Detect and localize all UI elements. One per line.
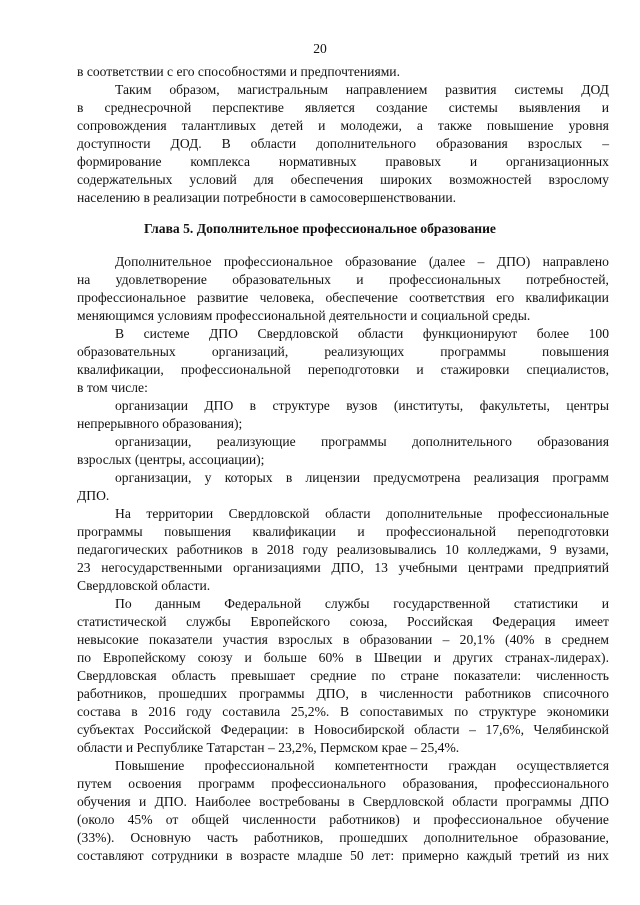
list-item-line: организации ДПО в структуре вузов (институты, факультеты, центры (115, 398, 609, 413)
text-line: сопровождения талантливых детей и молодежи, а также повышение уровня (77, 118, 609, 133)
text-line: По данным Федеральной службы государственной статистики и (115, 596, 609, 611)
text-line: в соответствии с его способностями и предпочтениями. (77, 64, 400, 79)
text-line: Свердловской области. (77, 578, 211, 593)
text-line: меняющимся условиям профессиональной деятельности и социальной среды. (77, 308, 531, 323)
text-line: Повышение профессиональной компетентности граждан осуществляется (115, 758, 609, 773)
text-line: в среднесрочной перспективе является создание системы выявления и (77, 100, 609, 115)
text-line: состава в 2016 году составила 25,2%. В сопоставимых по структуре экономики (77, 704, 609, 719)
text-line: профессиональное развитие человека, обеспечение соответствия его квалификации (77, 290, 609, 305)
text-line: квалификации, профессиональной переподготовки и стажировки специалистов, (77, 362, 609, 377)
text-line: на удовлетворение образовательных и профессиональных потребностей, (77, 272, 609, 287)
list-item-line: взрослых (центры, ассоциации); (77, 452, 265, 467)
text-line: субъектах Российской Федерации: в Новосибирской области – 17,6%, Челябинской (77, 722, 609, 737)
text-line: педагогических работников в 2018 году реализовывались 10 колледжами, 9 вузами, (77, 542, 609, 557)
text-line: обучения и ДПО. Наиболее востребованы в Свердловской области программы ДПО (77, 794, 609, 809)
text-line: программы повышения квалификации и профессиональной переподготовки (77, 524, 609, 539)
list-item-line: непрерывного образования); (77, 416, 243, 431)
text-line: населению в реализации потребности в самосовершенствовании. (77, 190, 457, 205)
text-line: доступности ДОД. В области дополнительного образования взрослых – (77, 136, 609, 151)
text-line: Таким образом, магистральным направлением развития системы ДОД (115, 82, 609, 97)
list-item-line: организации, у которых в лицензии предусмотрена реализация программ (115, 470, 609, 485)
text-line: (около 45% от общей численности работников) и профессиональное обучение (77, 812, 609, 827)
text-line: (33%). Основную часть работников, прошедших дополнительное образование, (77, 830, 609, 845)
text-line: области и Республике Татарстан – 23,2%, Пермском крае – 25,4%. (77, 740, 460, 755)
text-line: в том числе: (77, 380, 148, 395)
chapter-heading: Глава 5. Дополнительное профессиональное образование (144, 221, 496, 236)
text-line: путем освоения программ профессионального образования, профессионального (77, 776, 609, 791)
text-line: формирование комплекса нормативных правовых и организационных (77, 154, 609, 169)
page-number: 20 (313, 41, 327, 56)
text-line: статистической службы Европейского союза, Российская Федерация имеет (77, 614, 609, 629)
text-line: 23 негосударственными организациями ДПО, 13 учебными центрами предприятий (77, 560, 609, 575)
text-line: В системе ДПО Свердловской области функционируют более 100 (115, 326, 609, 341)
text-line: составляют сотрудники в возрасте младше 50 лет: примерно каждый третий из них (77, 848, 609, 863)
text-line: Дополнительное профессиональное образование (далее – ДПО) направлено (115, 254, 609, 269)
text-line: Свердловская область превышает средние по стране показатели: численность (77, 668, 609, 683)
text-line: образовательных организаций, реализующих программы повышения (77, 344, 609, 359)
list-item-line: организации, реализующие программы дополнительного образования (115, 434, 609, 449)
text-line: На территории Свердловской области дополнительные профессиональные (115, 506, 609, 521)
text-line: невысокие показатели участия взрослых в образовании – 20,1% (40% в среднем (77, 632, 609, 647)
list-item-line: ДПО. (77, 488, 110, 503)
text-line: работников, прошедших программы ДПО, в численности работников списочного (77, 686, 609, 701)
text-line: по Европейскому союзу и больше 60% в Швеции и других странах-лидерах). (77, 650, 609, 665)
text-line: содержательных условий для обеспечения широких возможностей взрослому (77, 172, 609, 187)
